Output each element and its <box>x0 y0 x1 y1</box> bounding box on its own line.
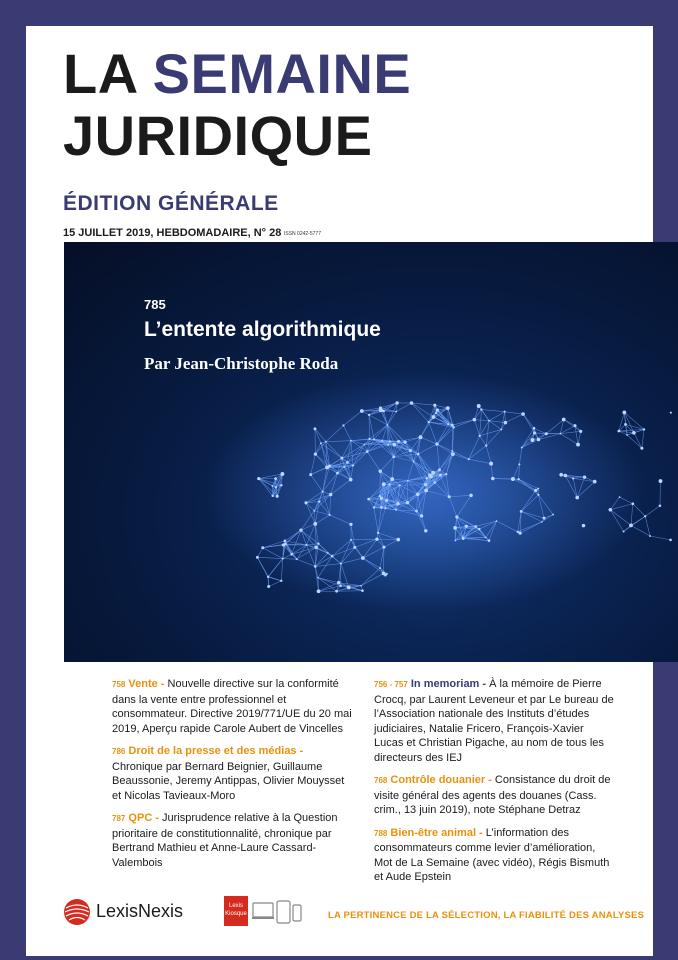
summary-item[interactable] <box>374 677 614 765</box>
kiosque-line-2: Kiosque <box>225 911 247 917</box>
item-text: L’information des consommateurs comme levier d’amélioration, Mot de La Semaine (avec vidéo), Régis Bismuth et Aude Epstein <box>374 826 610 883</box>
item-number: 786 <box>112 747 126 756</box>
item-number: 756 - 757 <box>374 680 408 689</box>
summary-item[interactable] <box>112 677 352 736</box>
item-heading: Vente - <box>128 678 165 690</box>
dateline: 15 JUILLET 2019, HEBDOMADAIRE, N° 28 <box>63 227 282 239</box>
kiosque-badge <box>224 896 248 926</box>
tagline: LA PERTINENCE DE LA SÉLECTION, LA FIABILITÉ DES ANALYSES <box>328 910 645 921</box>
summary-item[interactable] <box>374 826 614 885</box>
cover-story-author: Par Jean-Christophe Roda <box>144 354 339 373</box>
item-heading: In memoriam - <box>410 678 487 690</box>
devices-icon <box>252 900 302 926</box>
summary-item[interactable] <box>112 744 352 803</box>
item-heading: Contrôle douanier - <box>390 774 492 786</box>
kiosque-line-1: Lexis <box>228 903 243 909</box>
summary-item[interactable] <box>112 811 352 870</box>
edition-label: ÉDITION GÉNÉRALE <box>63 192 279 215</box>
item-number: 768 <box>374 776 388 785</box>
publisher-name: LexisNexis <box>96 901 184 921</box>
summary-left-column <box>112 677 352 878</box>
masthead-line-2: JURIDIQUE <box>63 104 373 167</box>
summary-item[interactable] <box>374 773 614 818</box>
item-number: 758 <box>112 680 126 689</box>
lexisnexis-sphere-icon <box>63 898 91 926</box>
item-number: 787 <box>112 814 126 823</box>
item-text: Chronique par Bernard Beignier, Guillaume Beaussonie, Jeremy Antippas, Olivier Mouysset et Nicolas Tavieaux-Moro <box>112 760 345 802</box>
lexis-kiosque-badge[interactable] <box>224 896 302 928</box>
issn: ISSN 0242-5777 <box>284 231 321 237</box>
item-number: 788 <box>374 828 388 838</box>
masthead-la: LA <box>63 42 153 105</box>
item-text: Consistance du droit de visite général des agents des douanes (Cass. crim., 13 juin 2019), note Stéphane Detraz <box>374 774 611 816</box>
summary-right-column <box>374 677 614 893</box>
item-text: Jurisprudence relative à la Question prioritaire de constitutionnalité, chronique par Bertrand Mathieu et Anne-Laure Cassard-Valembois <box>112 812 338 869</box>
item-text: À la mémoire de Pierre Crocq, par Laurent Leveneur et par Le bureau de l’Association nationale des Instituts d’études judiciaires, Natalie Fricero, François-Xavier Lucas et Christian Pigache, au nom de tous les directeurs des IEJ <box>374 678 614 764</box>
item-heading: Bien-être animal - <box>390 826 483 839</box>
cover-illustration <box>64 242 678 662</box>
item-heading: QPC - <box>128 812 159 824</box>
cover-page <box>26 26 653 956</box>
masthead-semaine: SEMAINE <box>152 42 412 105</box>
item-heading: Droit de la presse et des médias - <box>128 745 304 757</box>
cover-story-title[interactable]: L’entente algorithmique <box>144 318 381 341</box>
item-text: Nouvelle directive sur la conformité dans la vente entre professionnel et consommateur. Directive 2019/771/UE du 20 mai 2019, Aperçu rapide Carole Aubert de Vincelles <box>112 678 352 735</box>
cover-story-number: 785 <box>144 297 166 312</box>
masthead-line-1 <box>63 44 411 104</box>
lexisnexis-logo[interactable] <box>63 894 208 930</box>
